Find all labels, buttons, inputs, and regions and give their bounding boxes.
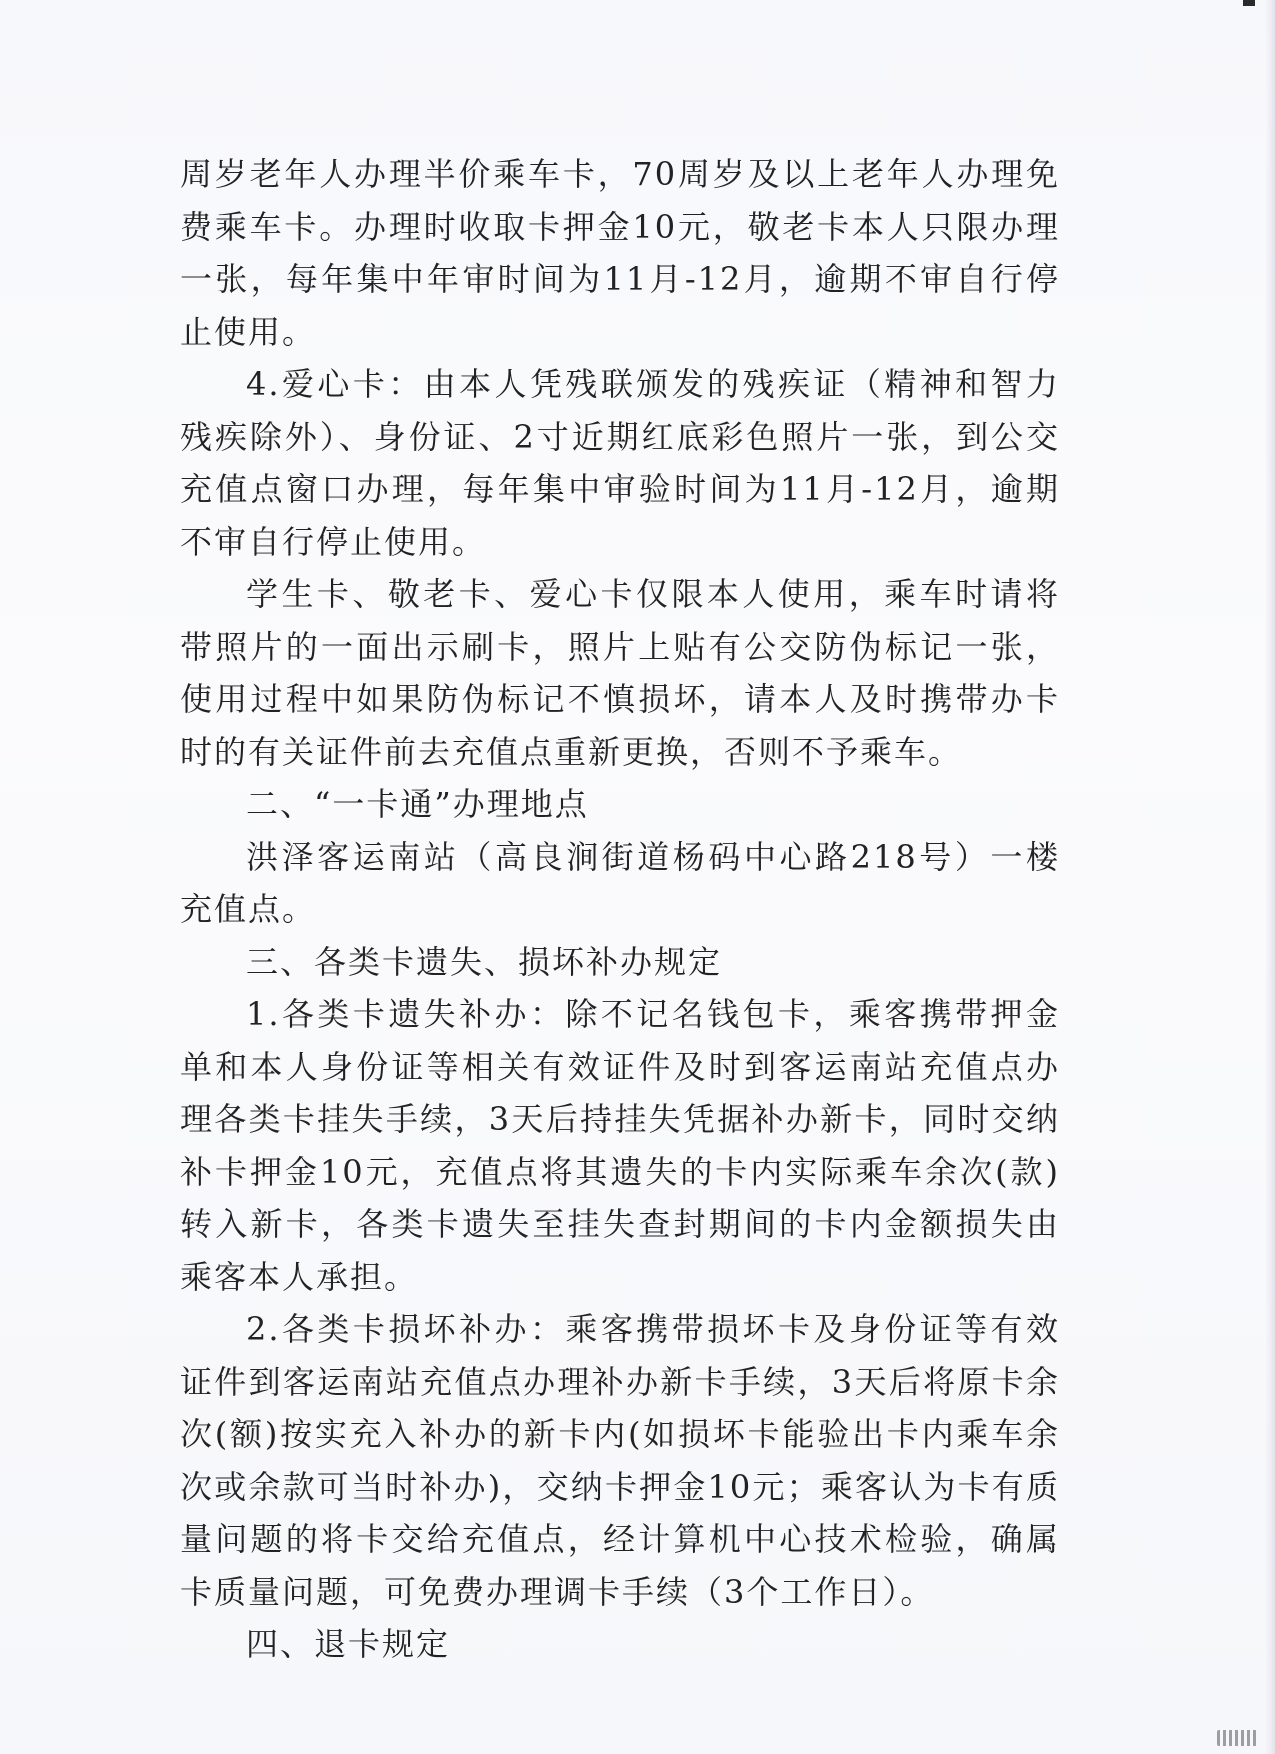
paragraph-love-card: 4.爱心卡：由本人凭残联颁发的残疾证（精神和智力残疾除外）、身份证、2寸近期红底彩色照片一张，到公交充值点窗口办理，每年集中审验时间为11月-12月，逾期不审自行停止使用。 — [180, 365, 1060, 561]
paragraph-damaged-card-replacement: 2.各类卡损坏补办：乘客携带损坏卡及身份证等有效证件到客运南站充值点办理补办新卡手续，3天后将原卡余次(额)按实充入补办的新卡内(如损坏卡能验出卡内乘车余次或余款可当时补办)，交纳卡押金10元；乘客认为卡有质量问题的将卡交给充值点，经计算机中心技术检验，确属卡质量问题，可免费办理调卡手续（3个工作日）。 — [180, 1310, 1060, 1611]
section-heading-location: 二、“一卡通”办理地点 — [246, 785, 589, 823]
document-body — [180, 148, 1060, 1671]
section-heading-replacement: 三、各类卡遗失、损坏补办规定 — [246, 942, 723, 981]
scanner-watermark — [1217, 1730, 1257, 1746]
scan-corner-mark — [1243, 0, 1255, 6]
paragraph-location-address: 洪泽客运南站（高良涧街道杨码中心路218号）一楼充值点。 — [180, 837, 1060, 928]
paragraph-elderly-card-continued: 周岁老年人办理半价乘车卡，70周岁及以上老年人办理免费乘车卡。办理时收取卡押金10元，敬老卡本人只限办理一张，每年集中年审时间为11月-12月，逾期不审自行停止使用。 — [180, 155, 1060, 351]
section-heading-card-return: 四、退卡规定 — [246, 1625, 451, 1663]
scan-edge-shadow — [1265, 0, 1275, 1754]
paragraph-lost-card-replacement: 1.各类卡遗失补办：除不记名钱包卡，乘客携带押金单和本人身份证等相关有效证件及时到客运南站充值点办理各类卡挂失手续，3天后持挂失凭据补办新卡，同时交纳补卡押金10元，充值点将其遗失的卡内实际乘车余次(款)转入新卡，各类卡遗失至挂失查封期间的卡内金额损失由乘客本人承担。 — [180, 995, 1060, 1296]
paragraph-card-usage-rules: 学生卡、敬老卡、爱心卡仅限本人使用，乘车时请将带照片的一面出示刷卡，照片上贴有公交防伪标记一张，使用过程中如果防伪标记不慎损坏，请本人及时携带办卡时的有关证件前去充值点重新更换，否则不予乘车。 — [180, 575, 1060, 771]
